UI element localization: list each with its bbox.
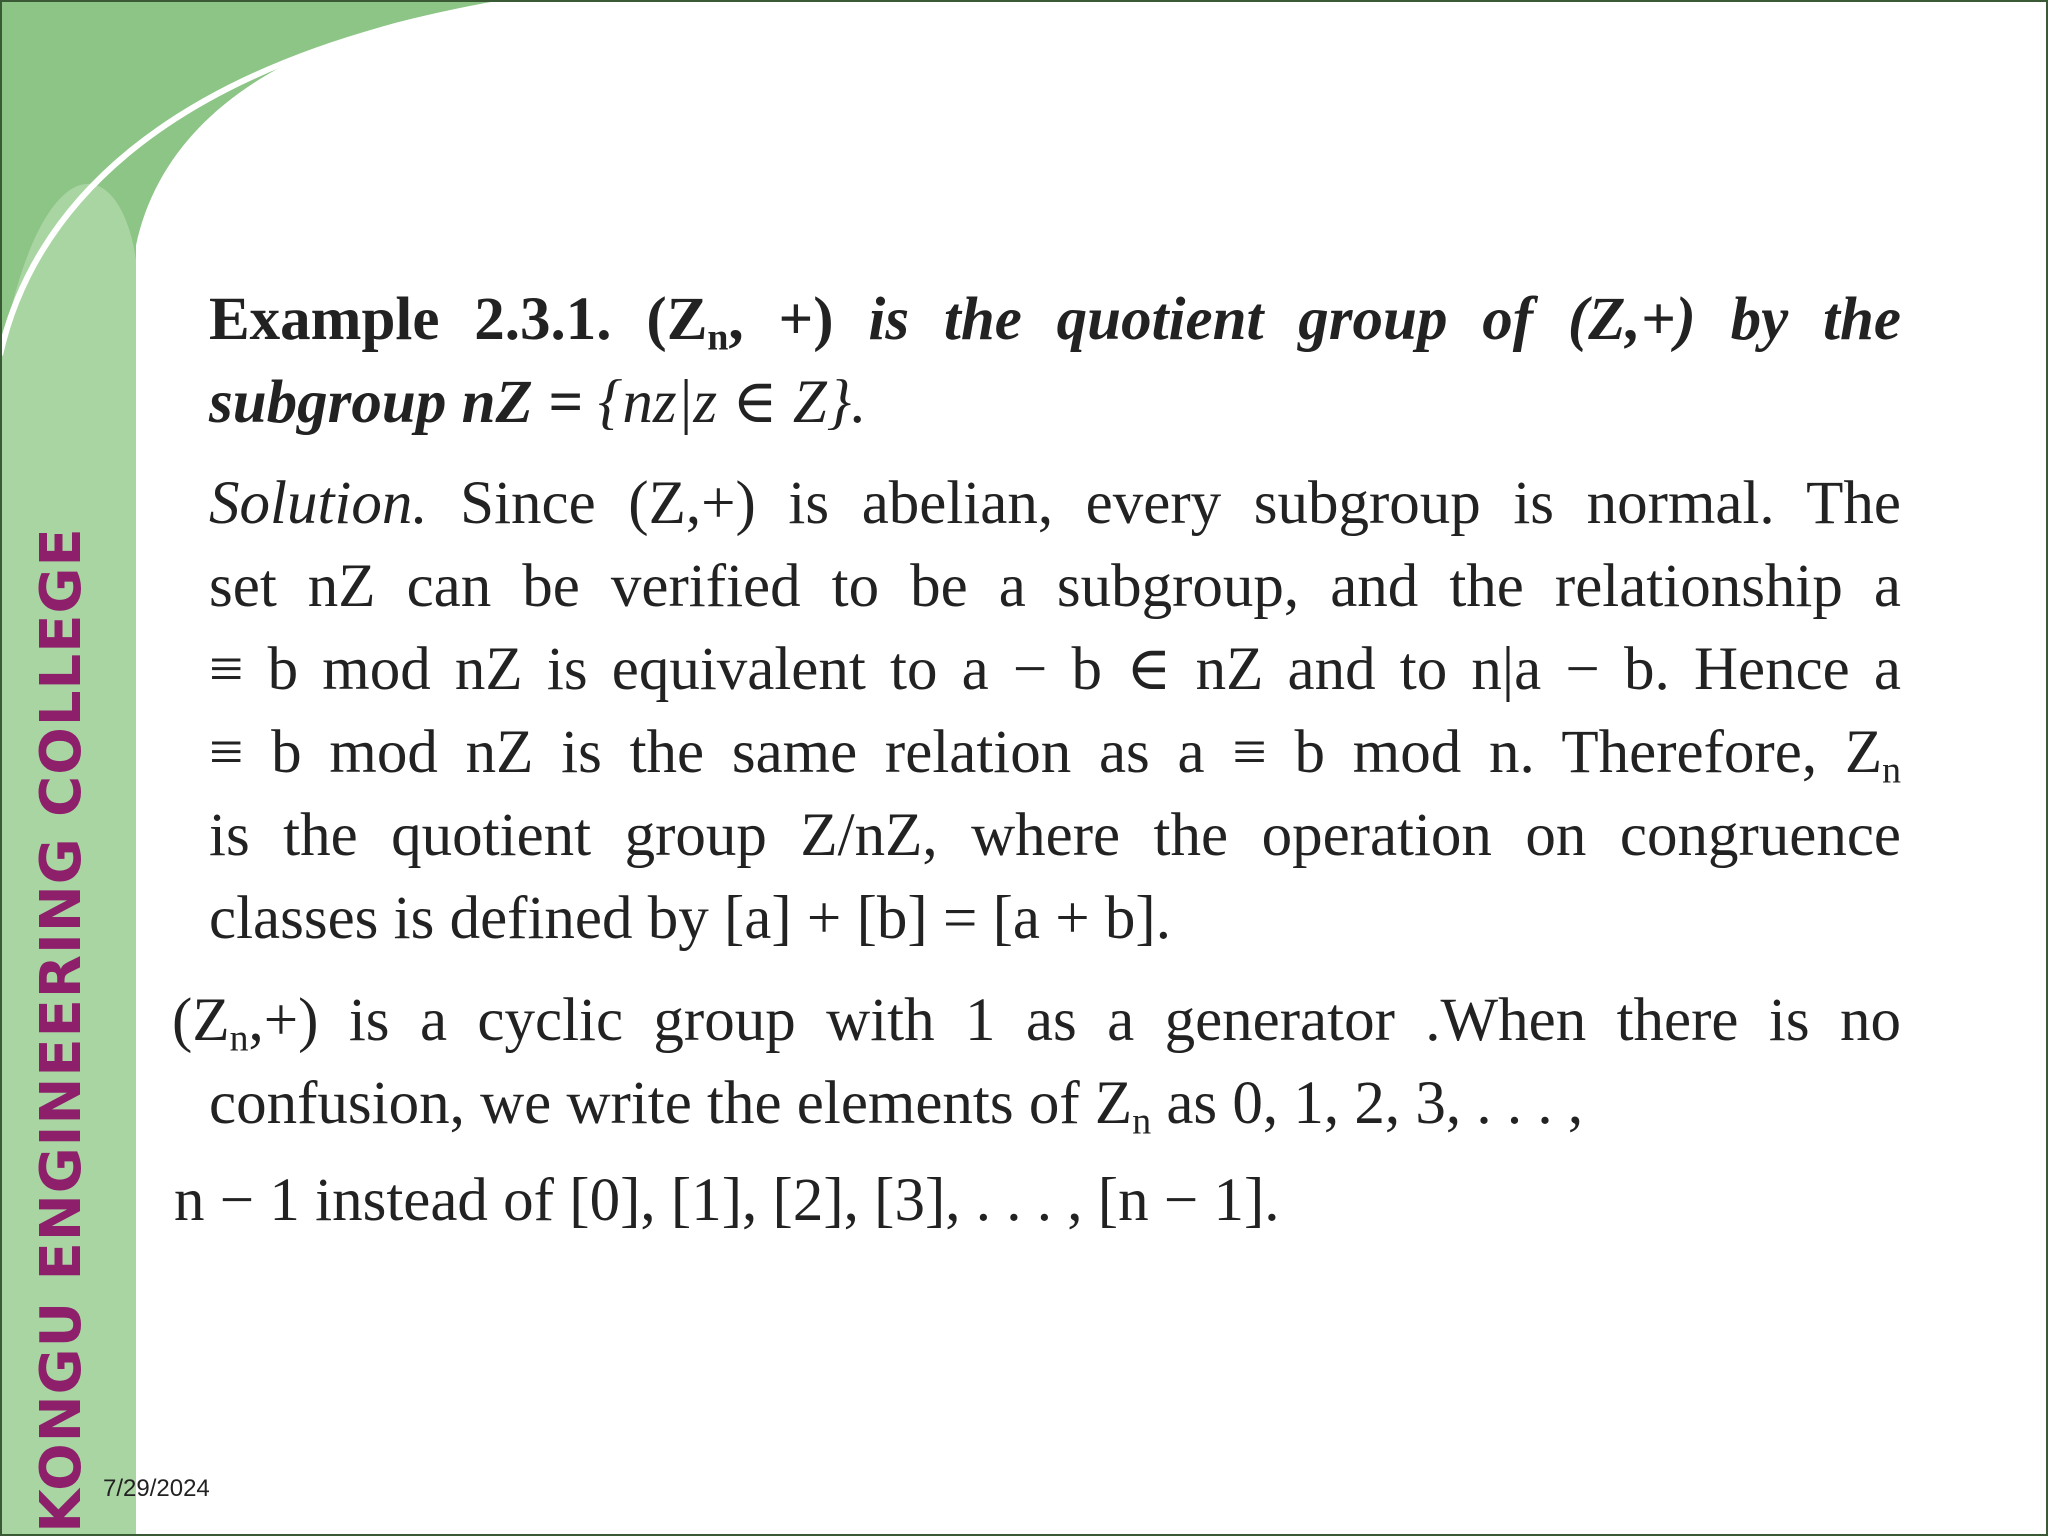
example-line-2 [209, 369, 867, 436]
solution-line-2: set nZ can be verified to be a subgroup, and the relationship a [209, 553, 1901, 620]
solution-line-5: is the quotient group Z/nZ, where the operation on congruence [209, 802, 1901, 869]
example-subgroup: subgroup nZ = [209, 369, 599, 436]
college-name: KONGU ENGINEERING COLLEGE [29, 527, 94, 1533]
slide-date: 7/29/2024 [103, 1475, 210, 1502]
example-line-1 [209, 286, 1901, 359]
solution-line-3: ≡ b mod nZ is equivalent to a − b ∈ nZ and to n|a − b. Hence a [209, 636, 1901, 703]
solution-line-4: ≡ b mod nZ is the same relation as a ≡ b mod n. Therefore, $Z_n$ [209, 719, 1901, 792]
cyclic-line-3: n − 1 instead of [0], [1], [2], [3], . . . , [n − 1]. [174, 1167, 1280, 1234]
solution-line-1 [209, 470, 1901, 537]
example-label: Example 2.3.1. [209, 286, 612, 353]
cyclic-line-1: $(Z_n,+)$ is a cyclic group with 1 as a generator .When there is no [172, 987, 1901, 1060]
example-set: {nz|z ∈ Z}. [598, 369, 867, 436]
solution-label: Solution. [209, 470, 428, 537]
cyclic-line-2: confusion, we write the elements of $Z_n$ as 0, 1, 2, 3, . . . , [209, 1070, 1584, 1143]
example-group: ($Z_n$, +) [646, 286, 834, 359]
solution-text-1: Since (Z,+) is abelian, every subgroup is normal. The [427, 470, 1901, 537]
solution-line-6: classes is defined by [a] + [b] = [a + b]. [209, 885, 1171, 952]
example-statement: is the quotient group of (Z,+) by the [833, 286, 1901, 353]
